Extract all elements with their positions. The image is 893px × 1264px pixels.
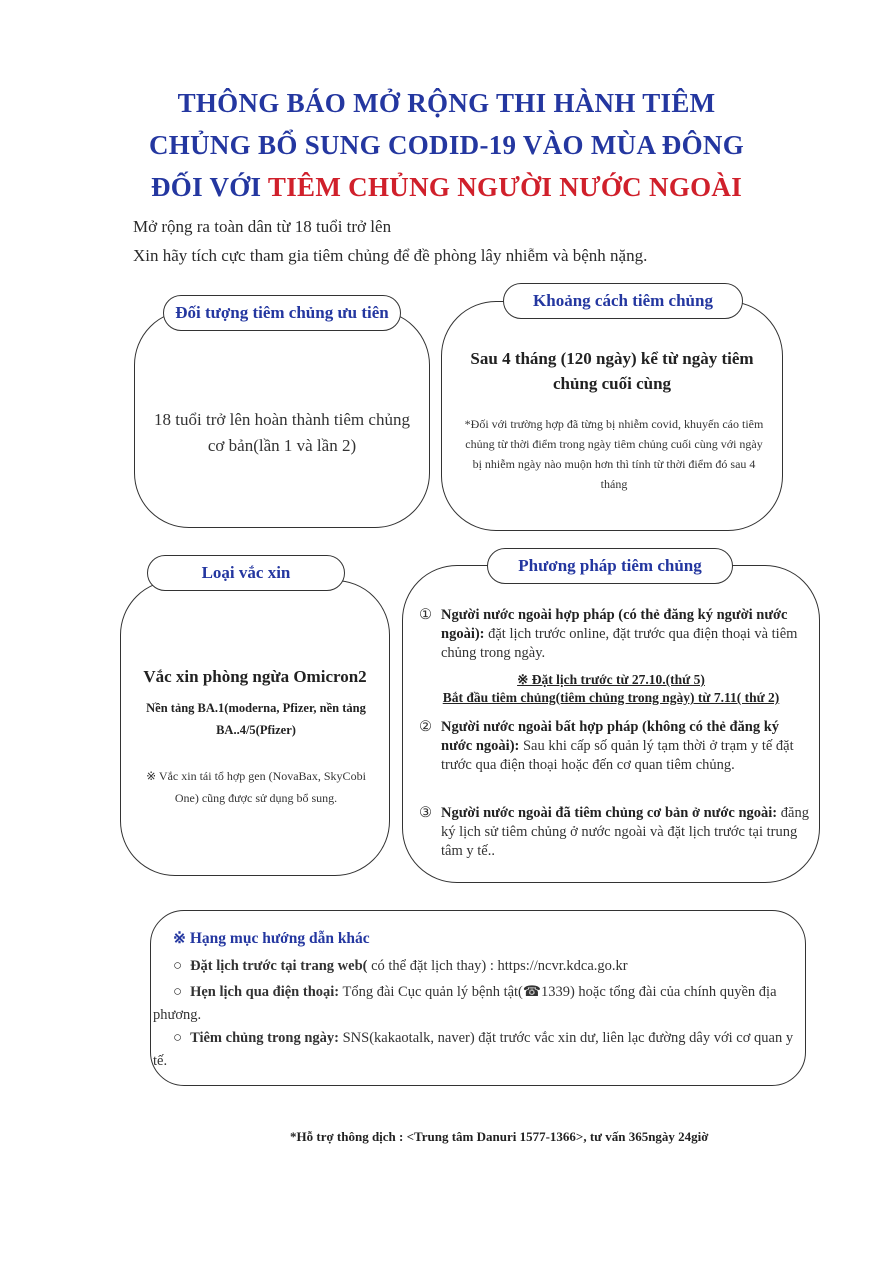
vaccine-tab: Loại vắc xin — [147, 555, 345, 591]
schedule-start: Bắt đầu tiêm chủng(tiêm chủng trong ngày) từ 7.11( thứ 2) — [442, 690, 780, 705]
circle-bullet-icon: ○ — [173, 958, 183, 974]
vaccine-platform: Nền tảng BA.1(moderna, Pfizer, nền tảng BA..4/5(Pfizer) — [146, 701, 366, 737]
circle-bullet-icon: ○ — [173, 984, 183, 1000]
title-line-3-prefix: ĐỐI VỚI — [150, 172, 268, 202]
method-item-title: Người nước ngoài đã tiêm chủng cơ bản ở nước ngoài: — [441, 805, 778, 821]
method-item-text: Sau khi cấp số quản lý tạm thời ở trạm y tế đặt trước qua điện thoại hoặc đến cơ quan tiêm chủng. — [441, 738, 794, 773]
priority-line-2: cơ bản(lần 1 và lần 2) — [207, 436, 357, 455]
vaccine-main: Vắc xin phòng ngừa Omicron2 — [143, 667, 367, 686]
method-item-legal — [419, 606, 813, 663]
guide-item-text: Tổng đài Cục quản lý bệnh tật(☎1339) hoặc tổng đài của chính quyền địa phương. — [153, 984, 777, 1023]
guide-box — [150, 910, 806, 1086]
interval-main — [456, 346, 768, 396]
title-line-1: THÔNG BÁO MỞ RỘNG THI HÀNH TIÊM — [177, 88, 716, 118]
guide-item-web — [173, 955, 793, 978]
interval-note: *Đối với trường hợp đã từng bị nhiễm covid, khuyến cáo tiêm chủng từ thời điểm trong ngày tiêm chủng cuối cùng với ngày bị nhiễm ngày nào muộn hơn thì tính từ thời điểm đó sau 4 tháng — [464, 417, 764, 491]
method-item-abroad — [419, 804, 813, 861]
interpretation-support-note: *Hỗ trợ thông dịch : <Trung tâm Danuri 1577-1366>, tư vấn 365ngày 24giờ — [290, 1129, 709, 1144]
title-line-3 — [60, 172, 833, 203]
priority-box — [134, 310, 430, 528]
schedule-booking: ※ Đặt lịch trước từ 27.10.(thứ 5) — [517, 672, 705, 687]
interval-main-line-1: Sau 4 tháng (120 ngày) kể từ ngày tiêm — [470, 349, 754, 368]
guide-item-phone — [153, 981, 803, 1027]
method-item-number: ① — [419, 607, 432, 623]
guide-item-sameday — [153, 1027, 803, 1073]
method-item-text: đặt lịch trước online, đặt trước qua điện thoại và tiêm chủng trong ngày. — [441, 626, 798, 661]
priority-line-1: 18 tuổi trở lên hoàn thành tiêm chủng — [154, 410, 410, 429]
method-item-number: ② — [419, 719, 432, 735]
circle-bullet-icon: ○ — [173, 1030, 183, 1046]
intro-line-1: Mở rộng ra toàn dân từ 18 tuổi trở lên — [133, 217, 392, 236]
method-item-title: Người nước ngoài bất hợp pháp (không có thẻ đăng ký nước ngoài): — [441, 719, 780, 754]
priority-body — [135, 407, 429, 459]
method-tab: Phương pháp tiêm chủng — [487, 548, 733, 584]
intro-line-2: Xin hãy tích cực tham gia tiêm chủng để đề phòng lây nhiễm và bệnh nặng. — [133, 246, 648, 265]
guide-item-title: Hẹn lịch qua điện thoại: — [190, 984, 340, 1000]
guide-item-title: Tiêm chủng trong ngày: — [190, 1030, 339, 1046]
interval-tab: Khoảng cách tiêm chủng — [503, 283, 743, 319]
method-item-illegal — [419, 718, 813, 775]
vaccine-box — [120, 580, 390, 876]
guide-item-text: có thể đặt lịch thay) : https://ncvr.kdca.go.kr — [367, 958, 628, 974]
method-item-text: đăng ký lịch sử tiêm chủng ở nước ngoài và đặt lịch trước tại trung tâm y tế.. — [441, 805, 809, 859]
interval-box — [441, 301, 783, 531]
vaccine-note: ※ Vắc xin tái tổ hợp gen (NovaBax, SkyCobi One) cũng được sử dụng bổ sung. — [146, 769, 366, 805]
method-box — [402, 565, 820, 883]
interval-main-line-2: chủng cuối cùng — [552, 374, 672, 393]
guide-heading: ※ Hạng mục hướng dẫn khác — [173, 930, 370, 947]
title-highlight: TIÊM CHỦNG NGƯỜI NƯỚC NGOÀI — [267, 172, 743, 202]
priority-tab: Đối tượng tiêm chủng ưu tiên — [163, 295, 401, 331]
title-line-2: CHỦNG BỔ SUNG CODID-19 VÀO MÙA ĐÔNG — [148, 130, 745, 160]
method-item-number: ③ — [419, 805, 432, 821]
guide-item-text: SNS(kakaotalk, naver) đặt trước vắc xin dư, liên lạc đường dây với cơ quan y tế. — [153, 1030, 794, 1069]
guide-item-title: Đặt lịch trước tại trang web( — [190, 958, 368, 974]
method-item-title: Người nước ngoài hợp pháp (có thẻ đăng ký người nước ngoài): — [441, 607, 788, 642]
